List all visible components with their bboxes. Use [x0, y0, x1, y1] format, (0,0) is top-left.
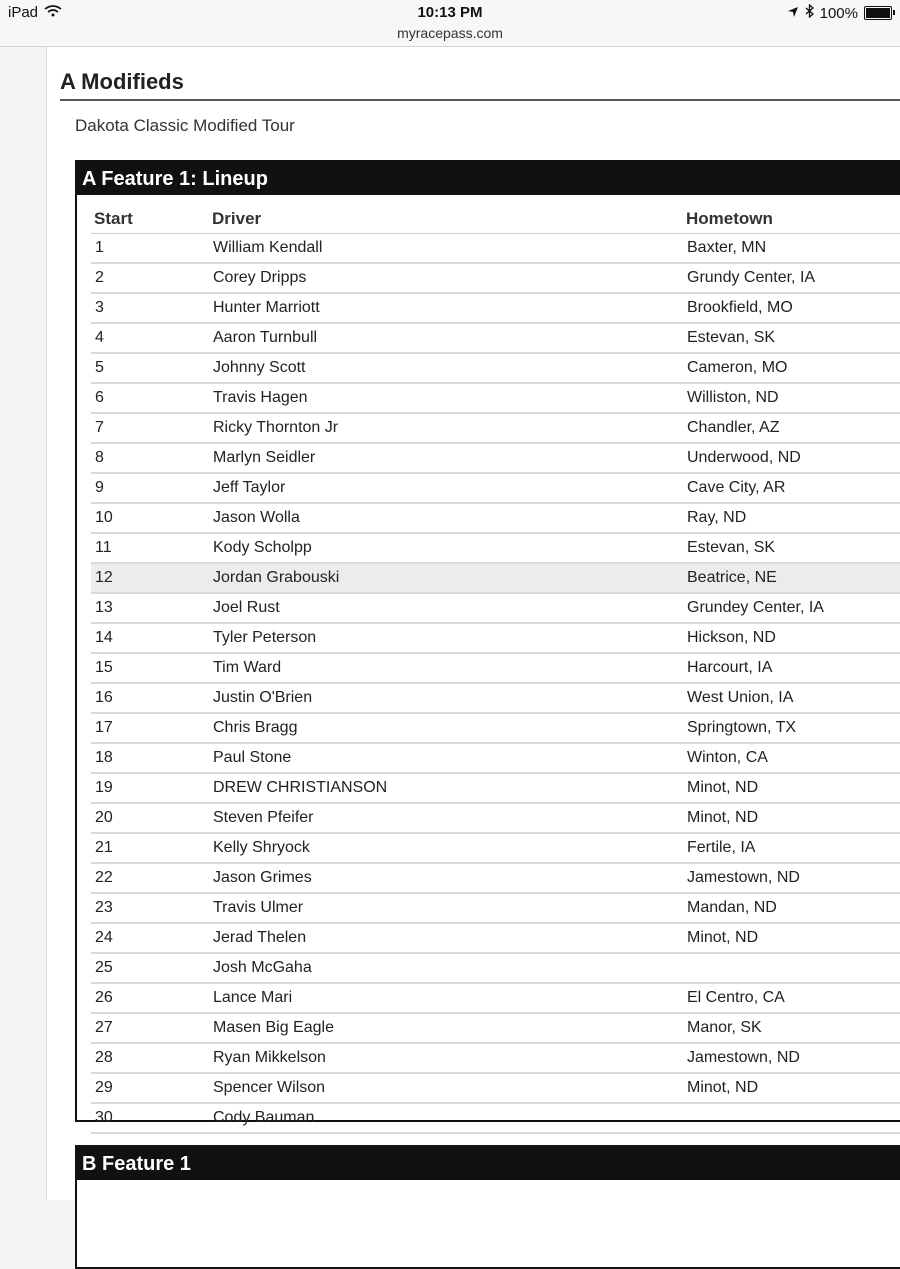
table-row	[91, 503, 900, 533]
driver-cell: Jeff Taylor	[209, 473, 683, 503]
hometown-cell: Cave City, AR	[683, 473, 900, 503]
driver-cell: Lance Mari	[209, 983, 683, 1013]
start-cell: 7	[91, 413, 209, 443]
driver-cell: Joel Rust	[209, 593, 683, 623]
start-cell: 30	[91, 1103, 209, 1133]
driver-cell: Tyler Peterson	[209, 623, 683, 653]
driver-cell: Josh McGaha	[209, 953, 683, 983]
hometown-cell: Hickson, ND	[683, 623, 900, 653]
table-row	[91, 473, 900, 503]
start-cell: 12	[91, 563, 209, 593]
driver-cell: Jason Grimes	[209, 863, 683, 893]
table-row	[91, 773, 900, 803]
driver-cell: Tim Ward	[209, 653, 683, 683]
start-cell: 10	[91, 503, 209, 533]
driver-cell: Masen Big Eagle	[209, 1013, 683, 1043]
hometown-cell: West Union, IA	[683, 683, 900, 713]
hometown-cell: Minot, ND	[683, 1073, 900, 1103]
column-header-hometown: Hometown	[683, 204, 900, 234]
hometown-cell: Cameron, MO	[683, 353, 900, 383]
driver-cell: William Kendall	[209, 234, 683, 264]
driver-cell: Corey Dripps	[209, 263, 683, 293]
table-row	[91, 683, 900, 713]
hometown-cell: Underwood, ND	[683, 443, 900, 473]
start-cell: 25	[91, 953, 209, 983]
start-cell: 28	[91, 1043, 209, 1073]
status-bar	[0, 0, 900, 47]
hometown-cell: Grundy Center, IA	[683, 263, 900, 293]
table-row	[91, 263, 900, 293]
hometown-cell: Grundey Center, IA	[683, 593, 900, 623]
driver-cell: Jason Wolla	[209, 503, 683, 533]
table-row	[91, 653, 900, 683]
table-row	[91, 863, 900, 893]
start-cell: 27	[91, 1013, 209, 1043]
hometown-cell: Ray, ND	[683, 503, 900, 533]
table-row	[91, 1043, 900, 1073]
page-title: A Modifieds	[60, 69, 184, 94]
driver-cell: Spencer Wilson	[209, 1073, 683, 1103]
b-feature-panel	[75, 1145, 900, 1269]
driver-cell: Marlyn Seidler	[209, 443, 683, 473]
start-cell: 23	[91, 893, 209, 923]
start-cell: 17	[91, 713, 209, 743]
table-row	[91, 713, 900, 743]
title-divider	[60, 99, 900, 101]
table-row	[91, 743, 900, 773]
table-row	[91, 1073, 900, 1103]
table-row	[91, 353, 900, 383]
hometown-cell: Williston, ND	[683, 383, 900, 413]
clock: 10:13 PM	[417, 4, 483, 21]
column-header-driver: Driver	[209, 204, 683, 234]
table-row	[91, 293, 900, 323]
table-row	[91, 593, 900, 623]
table-row	[91, 953, 900, 983]
table-row	[91, 833, 900, 863]
hometown-cell: Estevan, SK	[683, 533, 900, 563]
start-cell: 29	[91, 1073, 209, 1103]
hometown-cell	[683, 953, 900, 983]
table-row	[91, 623, 900, 653]
battery-icon	[864, 6, 892, 20]
table-row	[91, 563, 900, 593]
start-cell: 1	[91, 234, 209, 264]
hometown-cell: Winton, CA	[683, 743, 900, 773]
table-row	[91, 1013, 900, 1043]
driver-cell: Ricky Thornton Jr	[209, 413, 683, 443]
table-row	[91, 383, 900, 413]
hometown-cell: El Centro, CA	[683, 983, 900, 1013]
start-cell: 22	[91, 863, 209, 893]
start-cell: 26	[91, 983, 209, 1013]
table-row	[91, 323, 900, 353]
lineup-table	[91, 204, 900, 1134]
start-cell: 4	[91, 323, 209, 353]
series-subtitle: Dakota Classic Modified Tour	[75, 116, 295, 135]
hometown-cell: Minot, ND	[683, 923, 900, 953]
table-header-row	[91, 204, 900, 234]
hometown-cell	[683, 1103, 900, 1133]
location-arrow-icon	[787, 5, 799, 22]
start-cell: 16	[91, 683, 209, 713]
driver-cell: Kelly Shryock	[209, 833, 683, 863]
driver-cell: Paul Stone	[209, 743, 683, 773]
table-row	[91, 533, 900, 563]
table-row	[91, 234, 900, 264]
start-cell: 9	[91, 473, 209, 503]
lineup-panel	[75, 160, 900, 1126]
driver-cell: Travis Ulmer	[209, 893, 683, 923]
hometown-cell: Estevan, SK	[683, 323, 900, 353]
table-row	[91, 803, 900, 833]
start-cell: 6	[91, 383, 209, 413]
start-cell: 20	[91, 803, 209, 833]
hometown-cell: Beatrice, NE	[683, 563, 900, 593]
hometown-cell: Minot, ND	[683, 773, 900, 803]
table-row	[91, 443, 900, 473]
driver-cell: Jerad Thelen	[209, 923, 683, 953]
driver-cell: Johnny Scott	[209, 353, 683, 383]
driver-cell: Kody Scholpp	[209, 533, 683, 563]
driver-cell: Jordan Grabouski	[209, 563, 683, 593]
start-cell: 2	[91, 263, 209, 293]
hometown-cell: Springtown, TX	[683, 713, 900, 743]
lineup-rows	[91, 234, 900, 1134]
hometown-cell: Brookfield, MO	[683, 293, 900, 323]
table-row	[91, 923, 900, 953]
hometown-cell: Baxter, MN	[683, 234, 900, 264]
driver-cell: Aaron Turnbull	[209, 323, 683, 353]
address-bar[interactable]: myracepass.com	[397, 25, 503, 41]
start-cell: 24	[91, 923, 209, 953]
table-row	[91, 893, 900, 923]
start-cell: 5	[91, 353, 209, 383]
table-row	[91, 1103, 900, 1133]
start-cell: 13	[91, 593, 209, 623]
start-cell: 18	[91, 743, 209, 773]
start-cell: 19	[91, 773, 209, 803]
driver-cell: DREW CHRISTIANSON	[209, 773, 683, 803]
start-cell: 21	[91, 833, 209, 863]
hometown-cell: Fertile, IA	[683, 833, 900, 863]
start-cell: 14	[91, 623, 209, 653]
table-row	[91, 983, 900, 1013]
device-label: iPad	[8, 4, 39, 21]
hometown-cell: Harcourt, IA	[683, 653, 900, 683]
start-cell: 3	[91, 293, 209, 323]
column-header-start: Start	[91, 204, 209, 234]
start-cell: 8	[91, 443, 209, 473]
status-right	[787, 4, 892, 22]
hometown-cell: Jamestown, ND	[683, 1043, 900, 1073]
driver-cell: Justin O'Brien	[209, 683, 683, 713]
driver-cell: Steven Pfeifer	[209, 803, 683, 833]
hometown-cell: Chandler, AZ	[683, 413, 900, 443]
page-content	[46, 47, 900, 1200]
table-row	[91, 413, 900, 443]
hometown-cell: Mandan, ND	[683, 893, 900, 923]
hometown-cell: Manor, SK	[683, 1013, 900, 1043]
bluetooth-icon	[805, 4, 814, 22]
driver-cell: Hunter Marriott	[209, 293, 683, 323]
driver-cell: Travis Hagen	[209, 383, 683, 413]
driver-cell: Cody Bauman	[209, 1103, 683, 1133]
hometown-cell: Minot, ND	[683, 803, 900, 833]
start-cell: 11	[91, 533, 209, 563]
driver-cell: Chris Bragg	[209, 713, 683, 743]
start-cell: 15	[91, 653, 209, 683]
battery-percent: 100%	[819, 4, 858, 22]
hometown-cell: Jamestown, ND	[683, 863, 900, 893]
lineup-header: A Feature 1: Lineup	[77, 162, 900, 195]
driver-cell: Ryan Mikkelson	[209, 1043, 683, 1073]
b-feature-header: B Feature 1	[77, 1147, 900, 1180]
